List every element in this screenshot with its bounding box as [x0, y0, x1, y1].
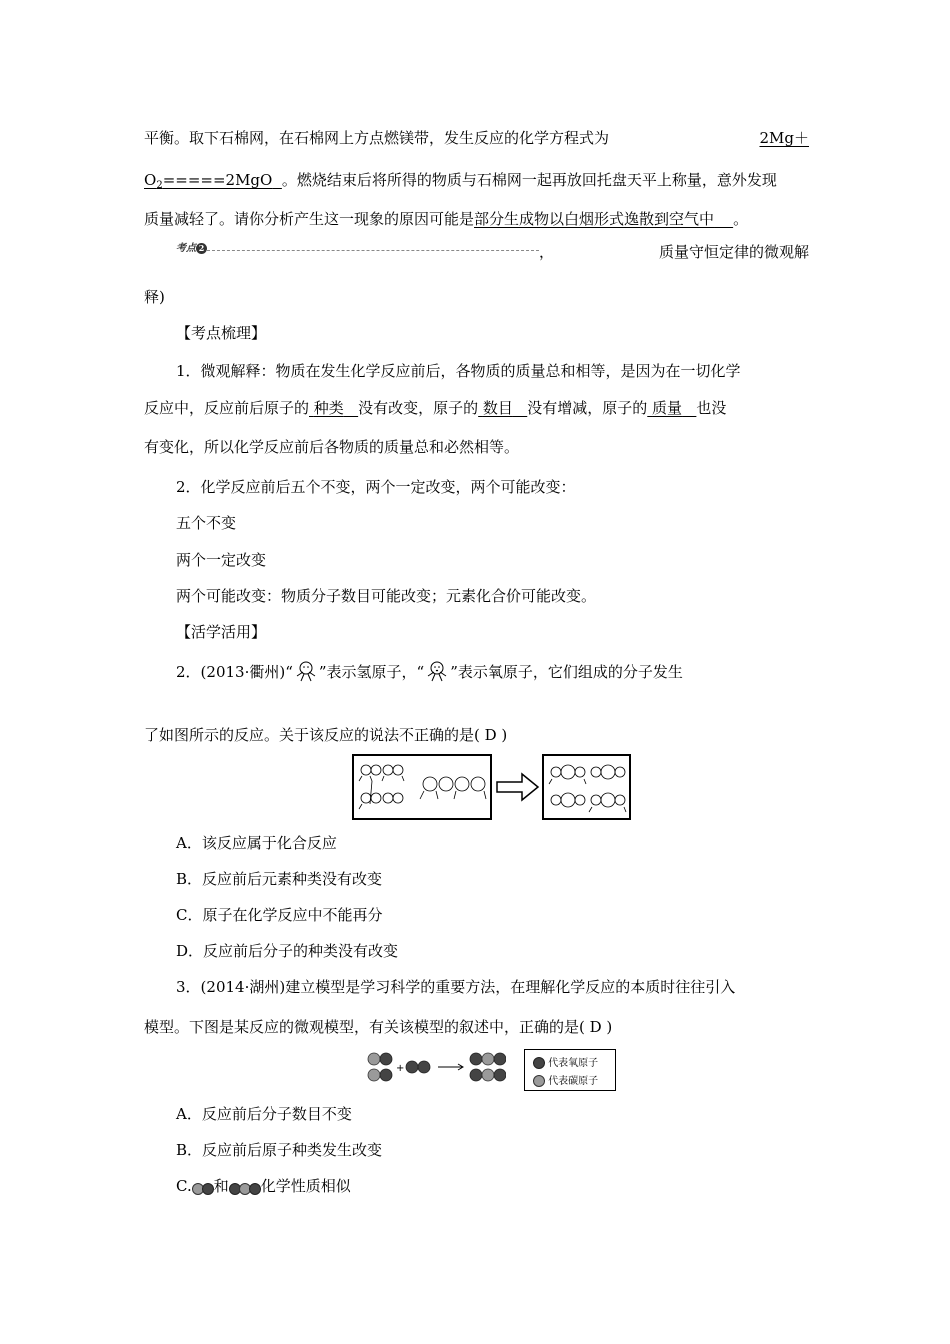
q2-line-4: 两个可能改变：物质分子数目可能改变；元素化合价可能改变。	[176, 587, 597, 605]
q3-option-a: A．反应前后分子数目不变	[176, 1105, 352, 1123]
para-line-1	[144, 128, 809, 148]
q2-line-3: 两个一定改变	[176, 551, 267, 569]
section-title: 质量守恒定律的微观解	[658, 243, 809, 261]
heading-practice: 【活学活用】	[176, 623, 267, 641]
q2-line-1: 2．化学反应前后五个不变，两个一定改变，两个可能改变：	[176, 478, 576, 496]
q3-option-b: B．反应前后原子种类发生改变	[176, 1141, 383, 1159]
answer-blank: 质量	[652, 399, 683, 417]
q1-line-3: 有变化，所以化学反应前后各物质的质量总和必然相等。	[144, 438, 520, 456]
heading-review: 【考点梳理】	[176, 324, 267, 342]
text: 平衡。取下石棉网，在石棉网上方点燃镁带，发生反应的化学方程式为	[144, 129, 610, 147]
para-line-3: 质量减轻了。请你分析产生这一现象的原因可能是部分生成物以白烟形式逸散到空气中 。	[144, 210, 749, 228]
svg-text:+: +	[396, 1063, 405, 1074]
co-molecule-icon	[192, 1178, 214, 1198]
hydrogen-atom-icon	[293, 660, 319, 682]
legend-oxygen: 代表氧原子	[533, 1054, 598, 1069]
q1-line-2: 反应中，反应前后原子的 种类 没有改变，原子的 数目 没有增减，原子的 质量 也没	[144, 399, 727, 417]
co-reaction-model	[366, 1049, 506, 1091]
answer-blank: 2Mg＋	[759, 129, 809, 147]
q1-line-1: 1．微观解释：物质在发生化学反应前后，各物质的质量总和相等，是因为在一切化学	[176, 362, 741, 380]
answer-blank: 数目	[482, 399, 513, 417]
carbon-atom-icon	[533, 1075, 545, 1087]
option-b: B．反应前后元素种类没有改变	[176, 870, 383, 888]
text: 。燃烧结束后将所得的物质与石棉网一起再放回托盘天平上称量，意外发现	[281, 171, 777, 189]
practice-q2-line-2: 了如图所示的反应。关于该反应的说法不正确的是( D )	[144, 726, 508, 744]
oxygen-atom-icon	[424, 660, 450, 682]
option-c: C．原子在化学反应中不能再分	[176, 906, 383, 924]
practice-q2-line-1: 2．(2013·衢州)“ ”表示氢原子，“ ”表示氧原子，它们组成的分子发生	[176, 660, 809, 682]
oxygen-atom-icon	[533, 1057, 545, 1069]
answer-blank: 种类	[313, 399, 344, 417]
section-title-cont: 释)	[144, 288, 165, 306]
kaodian-heading: 考点 2 ， 质量守恒定律的微观解	[176, 242, 809, 265]
co2-molecule-icon	[229, 1178, 261, 1198]
option-d: D．反应前后分子的种类没有改变	[176, 942, 399, 960]
dotted-rule	[207, 250, 539, 251]
option-a: A．该反应属于化合反应	[176, 834, 337, 852]
q3-option-c: C. 和 化学性质相似	[176, 1176, 809, 1198]
answer-blank: $O_2=====2MgO$	[144, 171, 273, 191]
answer-blank: 部分生成物以白烟形式逸散到空气中	[474, 210, 715, 228]
q2-line-2: 五个不变	[176, 514, 237, 532]
legend-carbon: 代表碳原子	[533, 1072, 598, 1087]
atom-legend	[524, 1049, 616, 1091]
para-line-2	[144, 170, 809, 196]
practice-q3-line-2: 模型。下图是某反应的微观模型，有关该模型的叙述中，正确的是( D )	[144, 1018, 613, 1036]
practice-q3-line-1: 3．(2014·湖州)建立模型是学习科学的重要方法，在理解化学反应的本质时往往引入	[176, 978, 736, 996]
kaodian-badge: 考点 2	[176, 239, 207, 259]
text: 质量减轻了。请你分析产生这一现象的原因可能是	[144, 210, 475, 228]
reaction-diagram	[352, 754, 632, 822]
